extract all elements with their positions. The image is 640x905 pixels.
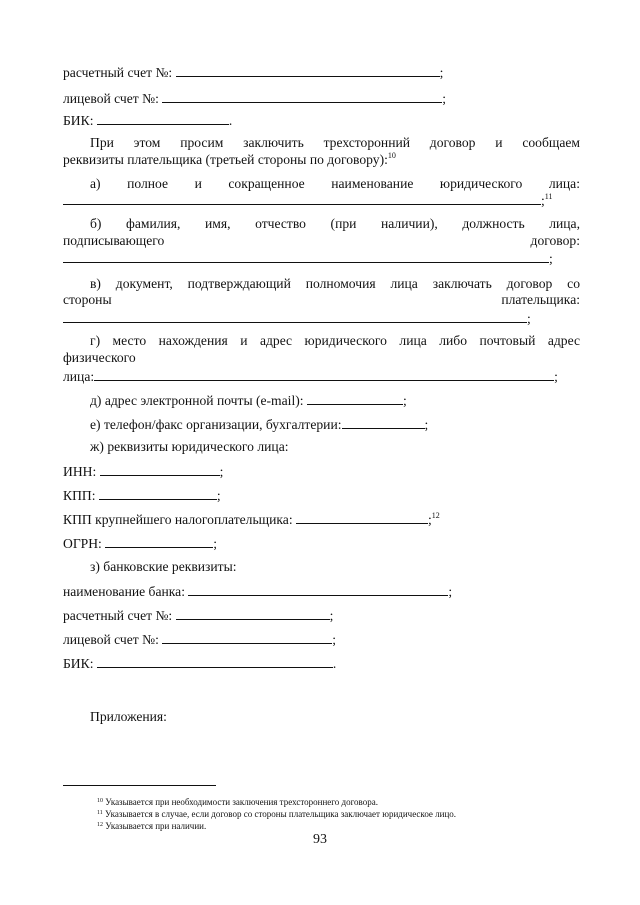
item-b-text-2: подписывающего договор: xyxy=(63,233,580,248)
blank-field xyxy=(97,655,333,668)
item-v-text-2: стороны плательщика: xyxy=(63,292,580,307)
inn-line: ИНН: ; xyxy=(63,464,224,479)
blank-field xyxy=(94,368,554,381)
footnote-10: $^{10}$ Указывается при необходимости заключения трехстороннего договора. xyxy=(97,797,378,807)
ogrn-line: ОГРН: ; xyxy=(63,536,218,551)
item-e-line: е) телефон/факс организации, бухгалтерии: ; xyxy=(90,417,429,432)
page-number: 93 xyxy=(313,832,327,847)
blank-field xyxy=(342,416,425,429)
item-z-line: з) банковские реквизиты: xyxy=(90,559,237,574)
item-v-field: ; xyxy=(63,310,580,327)
footnote-12: $^{12}$ Указывается при наличии. xyxy=(97,821,207,831)
footnote-separator xyxy=(63,785,216,786)
personal-account-line: лицевой счет №: ; xyxy=(63,91,447,106)
blank-field xyxy=(176,64,440,77)
item-b-text: б) фамилия, имя, отчество (при наличии), должность лица, xyxy=(90,216,580,231)
bik-bottom-line: БИК: . xyxy=(63,656,337,671)
kpp-large-line: КПП крупнейшего налогоплательщика: ;$^{12}$ xyxy=(63,511,440,527)
blank-field xyxy=(63,310,527,323)
blank-field xyxy=(188,583,448,596)
item-g-field: лица: ; xyxy=(63,369,558,384)
account-number-bottom-line: расчетный счет №: ; xyxy=(63,608,334,623)
item-a-field: ;$^{11}$ xyxy=(63,192,580,209)
item-b-field: ; xyxy=(63,250,580,267)
item-zh-line: ж) реквизиты юридического лица: xyxy=(90,439,289,454)
blank-field xyxy=(162,90,442,103)
item-d-line: д) адрес электронной почты (e-mail): ; xyxy=(90,393,407,408)
blank-field xyxy=(63,250,549,263)
bank-name-line: наименование банка: ; xyxy=(63,584,453,599)
blank-field xyxy=(105,535,213,548)
blank-field xyxy=(100,463,220,476)
blank-field xyxy=(97,112,229,125)
item-g-text-2: физического xyxy=(63,350,136,365)
item-a-text: а) полное и сокращенное наименование юридического лица: xyxy=(90,176,580,191)
blank-field xyxy=(296,511,428,524)
bik-line: БИК: . xyxy=(63,113,233,128)
blank-field xyxy=(99,487,217,500)
item-v-text: в) документ, подтверждающий полномочия лица заключать договор со xyxy=(90,276,580,291)
kpp-line: КПП: ; xyxy=(63,488,221,503)
personal-account-bottom-line: лицевой счет №: ; xyxy=(63,632,337,647)
intro-paragraph-line-2: реквизиты плательщика (третьей стороны по договору):$^{10}$ xyxy=(63,151,396,167)
account-number-line: расчетный счет №: ; xyxy=(63,65,444,80)
blank-field xyxy=(63,192,541,205)
blank-field xyxy=(176,607,330,620)
intro-paragraph-line-1: При этом просим заключить трехсторонний договор и сообщаем xyxy=(90,135,580,150)
blank-field xyxy=(307,392,403,405)
attachments-heading: Приложения: xyxy=(90,709,167,724)
footnote-11: $^{11}$ Указывается в случае, если договор со стороны плательщика заключает юридическое лицо. xyxy=(97,809,457,819)
blank-field xyxy=(162,631,332,644)
item-g-text: г) место нахождения и адрес юридического лица либо почтовый адрес xyxy=(90,333,580,348)
